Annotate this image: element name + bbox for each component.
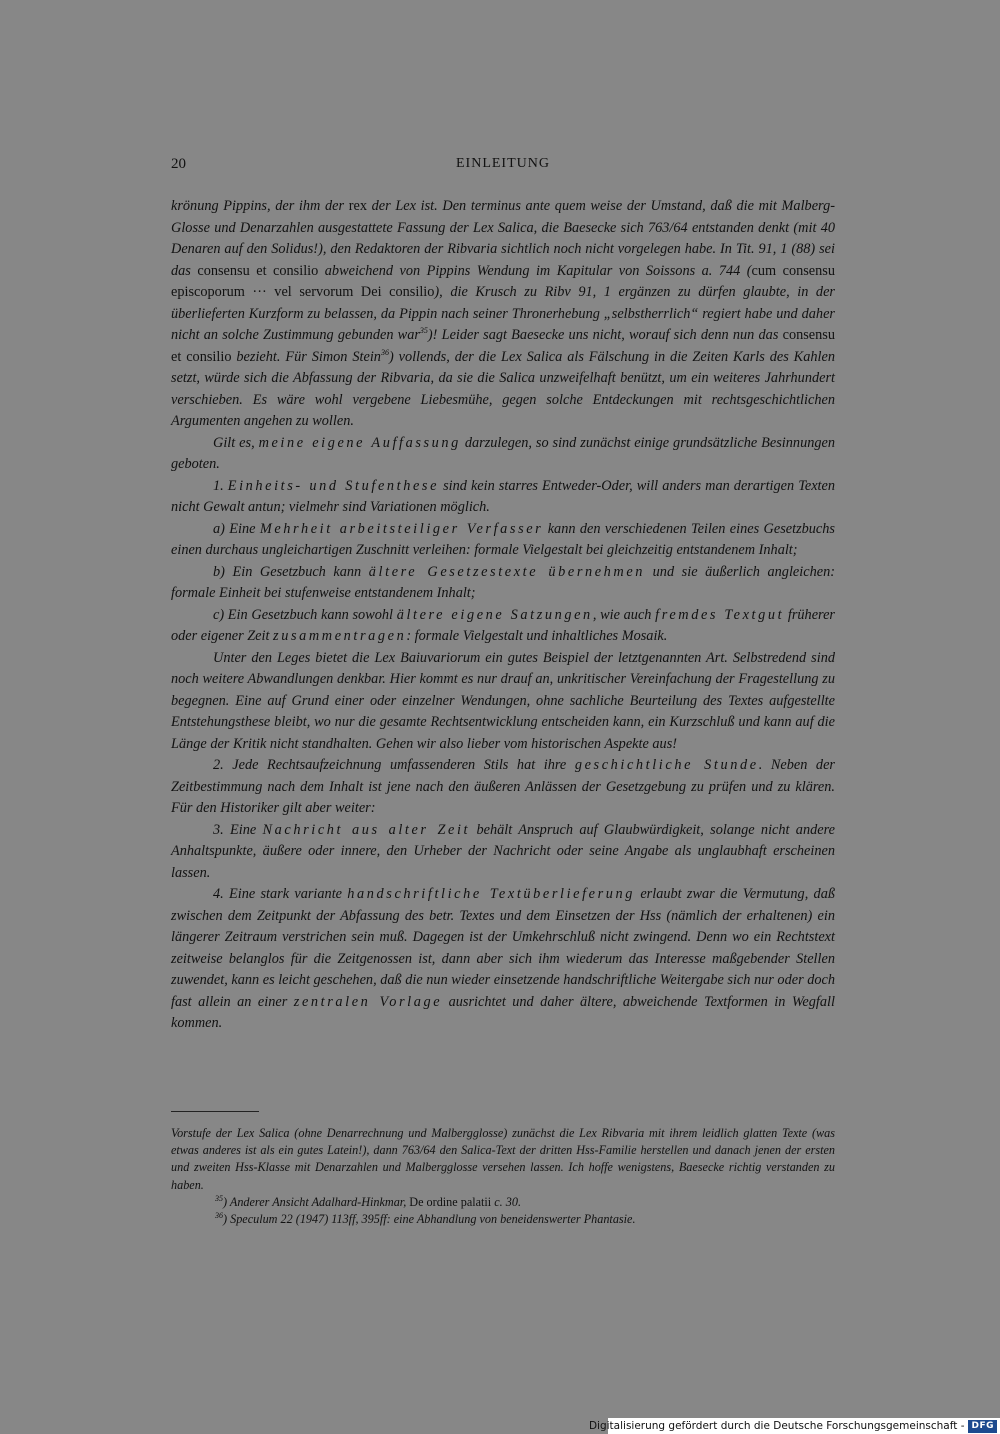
footnotes <box>171 1125 835 1228</box>
running-title: EINLEITUNG <box>456 156 550 171</box>
body-text <box>171 196 835 1035</box>
paragraph-9: 3. Eine Nachricht aus alter Zeit behält Anspruch auf Glaubwürdigkeit, solange nicht andere Anhaltspunkte, äußere oder innere, den Urheber der Nachricht oder seine Angabe als unglaubhaft erscheinen lassen. <box>171 821 835 881</box>
footnote-separator <box>171 1111 259 1112</box>
paragraph-1: krönung Pippins, der ihm der rex der Lex ist. Den terminus ante quem weise der Umstand, daß die mit Malberg-Glosse und Denarzahlen ausgestattete Fassung der Lex Salica, die Baesecke sich 763/64 entstanden denkt (mit 40 Denaren auf den Solidus!), den Redaktoren der Ribvaria sichtlich noch nicht vorgelegen habe. In Tit. 91, 1 (88) sei das consensu et consilio abweichend von Pippins Wendung im Kapitular von Soissons a. 744 (cum consensu episcoporum ··· vel servorum Dei consilio), die Krusch zu Ribv 91, 1 ergänzen zu dürfen glaubte, in der überlieferten Kurzform zu belassen, da Pippin nach seiner Thronerhebung „selbstherrlich“ regiert habe und daher nicht an solche Zustimmung gebunden war$^{35}$)! Leider sagt Baesecke uns nicht, worauf sich denn nun das consensu et consilio bezieht. Für Simon Stein$^{36}$) vollends, der die Lex Salica als Fälschung in die Zeiten Karls des Kahlen setzt, würde sich die Abfassung der Ribvaria, da sie die Salica unzweifelhaft benützt, um ein weiteres Jahrhundert verschieben. Es wäre wohl vergebene Liebesmühe, gegen solche Entdeckungen mit rechtsgeschichtlichen Argumenten angehen zu wollen. <box>171 198 836 429</box>
paragraph-2: Gilt es, meine eigene Auffassung darzulegen, so sind zunächst einige grundsätzliche Besinnungen geboten. <box>171 434 836 472</box>
footnote-ref-36: 36 <box>380 347 389 357</box>
paragraph-5: b) Ein Gesetzbuch kann ältere Gesetzestexte übernehmen und sie äußerlich angleichen: formale Einheit bei stufenweise entstandenem Inhalt; <box>171 563 835 601</box>
footnote-36: $^{36}$) Speculum 22 (1947) 113ff, 395ff: eine Abhandlung von beneidenswerter Phantasie. <box>215 1210 636 1227</box>
paragraph-3: 1. Einheits- und Stufenthese sind kein starres Entweder-Oder, will anders man derartigen Texten nicht Gewalt antun; vielmehr sind Variationen möglich. <box>171 477 836 515</box>
paragraph-10: 4. Eine stark variante handschriftliche Textüberlieferung erlaubt zwar die Vermutung, daß zwischen dem Zeitpunkt der Abfassung des betr. Textes und dem Einsetzen der Hss (nämlich der erhaltenen) ein längerer Zeitraum verstrichen sein muß. Dagegen ist der Umkehrschluß nicht zwingend. Denn wo ein Rechtstext zeitweise belanglos für die Zeitgenossen ist, dann aber sich ihm wiederum das Interesse maßgebender Stellen zuwendet, kann es leicht geschehen, daß die nun wieder einsetzende handschriftliche Weitergabe sich nur oder doch fast allein an einer zentralen Vorlage ausrichtet und daher ältere, abweichende Textformen in Wegfall kommen. <box>171 886 835 1031</box>
footnote-ref-35: 35 <box>419 326 428 336</box>
dfg-logo-icon: DFG <box>968 1420 997 1433</box>
digitization-credit: Digitalisierung gefördert durch die Deutsche Forschungsgemeinschaft - <box>588 1420 965 1432</box>
footnote-35: $^{35}$) Anderer Ansicht Adalhard-Hinkmar, De ordine palatii c. 30. <box>215 1193 521 1209</box>
page-number: 20 <box>171 156 186 172</box>
footnote-continuation: Vorstufe der Lex Salica (ohne Denarrechnung und Malbergglosse) zunächst die Lex Ribvaria mit ihrem leidlich glatten Texte (was etwas anderes ist als ein gutes Latein!), dann 763/64 den Salica-Text der dritten Hss-Familie herstellen und danach jenen der ersten und zweiten Hss-Klasse mit Denarzahlen und Malbergglosse versehen lassen. Ich hoffe wenigstens, Baesecke richtig verstanden zu haben. <box>171 1126 835 1192</box>
paragraph-6: c) Ein Gesetzbuch kann sowohl ältere eigene Satzungen, wie auch fremdes Textgut früherer oder eigener Zeit zusammentragen: formale Vielgestalt und inhaltliches Mosaik. <box>171 606 835 644</box>
paragraph-8: 2. Jede Rechtsaufzeichnung umfassenderen Stils hat ihre geschichtliche Stunde. Neben der Zeitbestimmung nach dem Inhalt ist jene nach den äußeren Anlässen der Gesetzgebung zu prüfen und zu klären. Für den Historiker gilt aber weiter: <box>171 757 835 816</box>
page-header <box>171 156 835 178</box>
paragraph-4: a) Eine Mehrheit arbeitsteiliger Verfasser kann den verschiedenen Teilen eines Gesetzbuchs einen durchaus ungleichartigen Zuschnitt verleihen: formale Vielgestalt bei gleichzeitig entstandenem Inhalt; <box>171 520 835 558</box>
paragraph-7: Unter den Leges bietet die Lex Baiuvariorum ein gutes Beispiel der letztgenannten Art. Selbstredend sind noch weitere Abwandlungen denkbar. Hier kommt es nur drauf an, unkritischer Vereinfachung der Fragestellung zu begegnen. Eine auf Grund einer oder einzelner Wendungen, ohne sachliche Beurteilung des Textes aufgestellte Entstehungsthese bleibt, wo nur die gesamte Rechtsentwicklung entscheiden kann, ein Kurzschluß und kann auf die Länge der Kritik nicht standhalten. Gehen wir also lieber vom historischen Aspekte aus! <box>171 649 835 752</box>
digitization-credit-bar <box>588 1418 1000 1434</box>
